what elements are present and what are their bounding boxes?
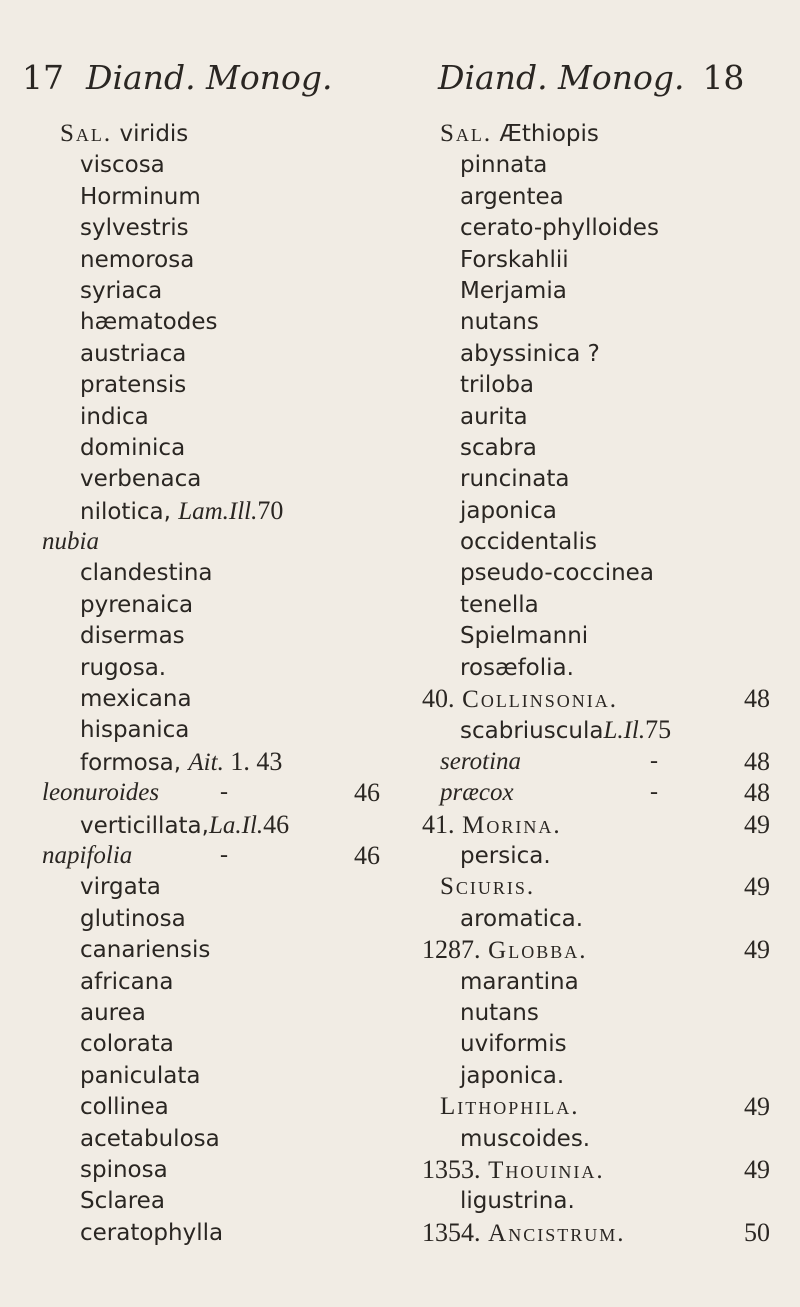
entry-line <box>440 903 770 934</box>
entry-line <box>440 338 770 369</box>
entry-line <box>60 212 380 243</box>
species-name: aromatica. <box>460 905 584 932</box>
genus-name: Globba. <box>488 937 588 965</box>
entry-line <box>422 809 770 840</box>
species-name: argentea <box>460 183 564 210</box>
entry-line <box>60 338 380 369</box>
reference-page: 46 <box>263 809 290 839</box>
entry-line <box>60 463 380 494</box>
species-name: Æthiopis <box>492 121 599 147</box>
species-name: leonuroides <box>42 779 160 807</box>
species-name: collinea <box>80 1094 169 1121</box>
species-name: nemorosa <box>80 246 195 273</box>
species-name: syriaca <box>80 277 163 304</box>
entry-line <box>440 432 770 463</box>
entry-line <box>60 903 380 934</box>
genus-name: Sal. <box>60 120 113 147</box>
entry-line <box>440 401 770 432</box>
entry-line <box>42 777 380 808</box>
right-species-list <box>422 118 770 1248</box>
entry-line <box>440 589 770 620</box>
species-name: verbenaca <box>80 466 202 493</box>
entry-line <box>440 149 770 180</box>
entry-line <box>440 652 770 683</box>
species-name: clandestina <box>80 560 213 587</box>
page-reference: 46 <box>354 840 380 870</box>
genus-name: Ancistrum. <box>488 1219 626 1247</box>
page-reference: 50 <box>744 1217 770 1247</box>
species-name: cerato-phylloides <box>460 215 659 242</box>
species-name: persica. <box>460 842 551 869</box>
species-name: præcox <box>440 779 514 807</box>
genus-name: Lithophila. <box>440 1093 580 1121</box>
entry-line <box>42 526 380 557</box>
left-page-header <box>22 58 332 98</box>
entry-number: 40. <box>422 684 455 714</box>
species-name: mexicana <box>80 686 192 713</box>
species-name: acetabulosa <box>80 1125 220 1152</box>
species-name: muscoides. <box>460 1125 591 1152</box>
entry-line <box>60 369 380 400</box>
entry-line <box>440 714 770 745</box>
page-reference: 49 <box>744 872 770 902</box>
entry-line <box>440 1091 770 1122</box>
species-name: virgata <box>80 874 161 901</box>
entry-number: 1353. <box>422 1154 481 1184</box>
species-name: africana <box>80 968 174 995</box>
entry-line <box>60 181 380 212</box>
genus-name: Sal. <box>440 120 493 147</box>
species-name: tenella <box>460 591 539 618</box>
entry-line <box>440 871 770 902</box>
page-reference: 49 <box>744 935 770 965</box>
entry-line <box>60 683 380 714</box>
species-name: hispanica <box>80 717 190 744</box>
species-name: sylvestris <box>80 215 189 242</box>
entry-line <box>440 557 770 588</box>
species-name: formosa, <box>80 749 189 776</box>
entry-line <box>440 620 770 651</box>
species-name: abyssinica ? <box>460 340 600 367</box>
page-reference: 48 <box>744 746 770 776</box>
right-page <box>400 0 800 1307</box>
entry-line <box>60 746 380 777</box>
leader-dash: - <box>650 779 658 806</box>
species-name: runcinata <box>460 466 570 493</box>
species-name: spinosa <box>80 1156 168 1183</box>
species-name: nutans <box>460 999 539 1026</box>
entry-line <box>422 934 770 965</box>
entry-line <box>440 526 770 557</box>
entry-line <box>60 1060 380 1091</box>
species-name: scabra <box>460 434 537 461</box>
species-name: pratensis <box>80 372 187 399</box>
genus-name: Morina. <box>462 811 562 839</box>
entry-line <box>440 1060 770 1091</box>
species-name: Horminum <box>80 183 201 210</box>
species-name: paniculata <box>80 1062 201 1089</box>
entry-line <box>60 1185 380 1216</box>
species-name: pseudo-coccinea <box>460 560 654 587</box>
leader-dash: - <box>220 841 228 868</box>
page-reference: 49 <box>744 1092 770 1122</box>
reference-page: 75 <box>645 715 672 745</box>
page-reference: 49 <box>744 809 770 839</box>
leader-dash: - <box>220 779 228 806</box>
species-name: glutinosa <box>80 905 186 932</box>
entry-line <box>60 809 380 840</box>
entry-line <box>60 244 380 275</box>
leader-dash: - <box>650 747 658 774</box>
entry-line <box>60 1123 380 1154</box>
entry-line <box>60 275 380 306</box>
species-name: Spielmanni <box>460 623 589 650</box>
right-running-head: Diand. Monog. <box>438 58 685 97</box>
left-running-head: Diand. Monog. <box>86 58 333 97</box>
entry-line <box>42 840 380 871</box>
genus-name: Collinsonia. <box>462 686 619 714</box>
entry-line <box>440 118 770 149</box>
species-name: hæmatodes <box>80 309 218 336</box>
right-page-number: 18 <box>702 58 745 97</box>
entry-line <box>422 1154 770 1185</box>
entry-line <box>440 495 770 526</box>
entry-line <box>60 714 380 745</box>
entry-number: 1287. <box>422 935 481 965</box>
species-name: Sclarea <box>80 1188 165 1215</box>
reference-abbrev: L.Il. <box>603 717 646 745</box>
entry-line <box>60 149 380 180</box>
species-name: canariensis <box>80 937 211 964</box>
entry-line <box>60 401 380 432</box>
entry-line <box>440 244 770 275</box>
entry-line <box>440 840 770 871</box>
left-page-number: 17 <box>22 58 64 97</box>
page-reference: 48 <box>744 684 770 714</box>
entry-line <box>60 1154 380 1185</box>
species-name: rosæfolia. <box>460 654 574 681</box>
entry-line <box>440 369 770 400</box>
species-name: aurita <box>460 403 528 430</box>
species-name: nutans <box>460 309 539 336</box>
species-name: disermas <box>80 623 185 650</box>
species-name: uviformis <box>460 1031 567 1058</box>
reference-page: 70 <box>257 495 284 525</box>
entry-line <box>60 118 380 149</box>
entry-line <box>60 620 380 651</box>
species-name: Merjamia <box>460 277 567 304</box>
entry-line <box>422 683 770 714</box>
species-name: nubia <box>42 528 99 556</box>
entry-line <box>60 652 380 683</box>
entry-line <box>60 557 380 588</box>
entry-line <box>60 1217 380 1248</box>
entry-line <box>60 495 380 526</box>
entry-line <box>440 181 770 212</box>
entry-line <box>60 871 380 902</box>
species-name: japonica. <box>460 1062 565 1089</box>
species-name: austriaca <box>80 340 187 367</box>
species-name: scabriuscula <box>460 718 604 745</box>
reference-abbrev: Ait. <box>188 748 224 776</box>
entry-line <box>440 997 770 1028</box>
species-name: occidentalis <box>460 529 597 556</box>
species-name: verticillata, <box>80 812 209 839</box>
entry-line <box>440 212 770 243</box>
entry-line <box>440 777 770 808</box>
page-reference: 46 <box>354 778 380 808</box>
entry-line <box>60 432 380 463</box>
entry-line <box>60 997 380 1028</box>
species-name: rugosa. <box>80 654 167 681</box>
species-name: viscosa <box>80 152 165 179</box>
species-name: ceratophylla <box>80 1219 224 1246</box>
species-name: ligustrina. <box>460 1188 575 1215</box>
entry-number: 41. <box>422 809 455 839</box>
species-name: napifolia <box>42 841 133 869</box>
page-reference: 48 <box>744 778 770 808</box>
species-name: marantina <box>460 968 579 995</box>
left-species-list <box>42 118 380 1248</box>
species-name: triloba <box>460 372 535 399</box>
species-name: aurea <box>80 999 146 1026</box>
species-name: colorata <box>80 1031 174 1058</box>
species-name: japonica <box>460 497 557 524</box>
entry-line <box>440 275 770 306</box>
species-name: serotina <box>440 747 522 775</box>
entry-line <box>60 934 380 965</box>
entry-line <box>440 1123 770 1154</box>
right-page-header <box>438 58 744 98</box>
species-name: dominica <box>80 434 186 461</box>
entry-line <box>60 1028 380 1059</box>
species-name: viridis <box>112 121 189 147</box>
reference-page: 1. 43 <box>223 746 283 776</box>
entry-line <box>440 746 770 777</box>
species-name: nilotica, <box>80 498 179 525</box>
entry-line <box>422 1217 770 1248</box>
genus-name: Thouinia. <box>488 1156 605 1184</box>
page-reference: 49 <box>744 1154 770 1184</box>
entry-line <box>440 1185 770 1216</box>
entry-line <box>60 589 380 620</box>
entry-line <box>60 306 380 337</box>
entry-line <box>60 1091 380 1122</box>
genus-name: Sciuris. <box>440 873 536 901</box>
entry-line <box>440 463 770 494</box>
reference-abbrev: Lam.Ill. <box>178 497 258 525</box>
species-name: pyrenaica <box>80 591 194 618</box>
entry-number: 1354. <box>422 1217 481 1247</box>
reference-abbrev: La.Il. <box>208 811 264 839</box>
entry-line <box>440 306 770 337</box>
entry-line <box>60 966 380 997</box>
species-name: pinnata <box>460 152 548 179</box>
species-name: Forskahlii <box>460 246 569 273</box>
species-name: indica <box>80 403 149 430</box>
entry-line <box>440 1028 770 1059</box>
entry-line <box>440 966 770 997</box>
